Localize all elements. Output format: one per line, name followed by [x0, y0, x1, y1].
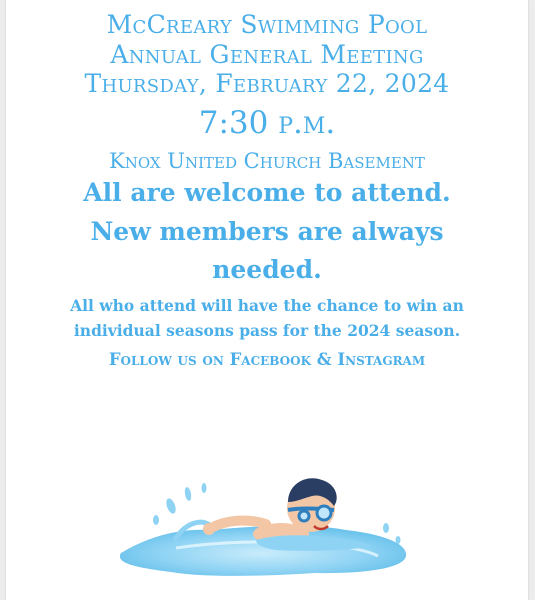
title-line-2: Annual General Meeting	[110, 39, 424, 69]
meeting-date: Thursday, February 22, 2024	[84, 69, 450, 98]
welcome-text: All are welcome to attend.	[83, 177, 451, 207]
social-media-text: Follow us on Facebook & Instagram	[108, 349, 426, 369]
title-line-1: McCreary Swimming Pool	[106, 10, 428, 39]
flyer-page	[6, 0, 528, 600]
prize-text: All who attend will have the chance to win an individual seasons pass for the 2024 season.	[70, 296, 464, 341]
meeting-location: Knox United Church Basement	[109, 148, 425, 173]
members-needed-text: New members are always needed.	[90, 216, 444, 285]
swimmer-icon	[116, 468, 416, 583]
meeting-time: 7:30 p.m.	[198, 104, 336, 141]
flyer-content	[6, 10, 528, 369]
